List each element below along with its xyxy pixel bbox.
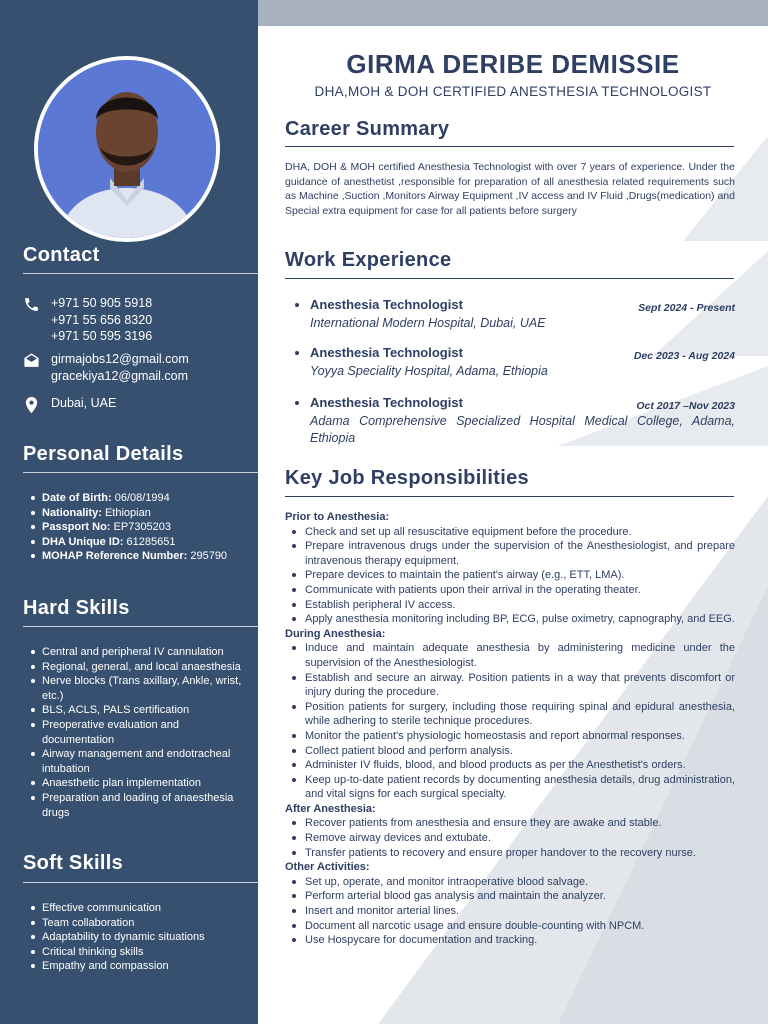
- email-address[interactable]: girmajobs12@gmail.com: [51, 352, 189, 366]
- responsibility-list: [285, 525, 735, 627]
- contact-divider: [23, 273, 258, 274]
- location-row: [23, 395, 116, 415]
- list-item: Adaptability to dynamic situations: [29, 930, 251, 945]
- list-item: Position patients for surgery, including those requiring spinal and epidural anesthesia, while adhering to sterile technique procedures.: [285, 700, 735, 729]
- envelope-icon: [23, 351, 51, 369]
- list-item: Empathy and compassion: [29, 959, 251, 974]
- career-summary-text: DHA, DOH & MOH certified Anesthesia Technologist with over 7 years of experience. Under the guidance of anesthetist ,responsible for preparation of all anesthesia related requirements such as Machine ,Suction ,Monitors Airway Equipment ,IV access and IV Fluid ,Drugs(medication) and Special extra equipment for case for all patients before surgery: [285, 161, 735, 217]
- list-item: Perform arterial blood gas analysis and maintain the analyzer.: [285, 889, 735, 904]
- list-item: Induce and maintain adequate anesthesia by administering medicine under the supervision of the Anesthesiologist.: [285, 641, 735, 670]
- responsibility-group-title: Prior to Anesthesia:: [285, 511, 390, 523]
- list-item: Apply anesthesia monitoring including BP, ECG, pulse oximetry, capnography, and EEG.: [285, 612, 735, 627]
- responsibility-group-title: During Anesthesia:: [285, 627, 386, 640]
- list-item: Remove airway devices and extubate.: [285, 831, 735, 846]
- list-item: Use Hospycare for documentation and tracking.: [285, 933, 735, 948]
- location-text: Dubai, UAE: [51, 396, 117, 410]
- list-item: Date of Birth: 06/08/1994: [29, 491, 251, 506]
- soft-skills-divider: [23, 882, 258, 883]
- list-item: Airway management and endotracheal intubation: [29, 747, 251, 776]
- list-item: MOHAP Reference Number: 295790: [29, 549, 251, 564]
- list-item: BLS, ACLS, PALS certification: [29, 703, 251, 718]
- list-item: Central and peripheral IV cannulation: [29, 645, 251, 660]
- hard-skills-list: [29, 645, 251, 820]
- soft-skills-heading: Soft Skills: [23, 852, 123, 874]
- email-row: [23, 351, 189, 384]
- soft-skills-list: [29, 901, 251, 974]
- job-dates: Oct 2017 –Nov 2023: [636, 400, 735, 412]
- list-item: Prepare intravenous drugs under the supervision of the Anesthesiologist, and prepare intravenous therapy equipment.: [285, 539, 735, 568]
- responsibility-group-title: After Anesthesia:: [285, 802, 376, 815]
- personal-details-heading: Personal Details: [23, 443, 184, 465]
- job-entry: [293, 395, 735, 446]
- career-summary-divider: [285, 146, 734, 147]
- job-title: Anesthesia Technologist: [293, 297, 735, 312]
- hard-skills-heading: Hard Skills: [23, 597, 130, 619]
- hard-skills-divider: [23, 626, 258, 627]
- career-summary-heading: Career Summary: [285, 118, 450, 140]
- phone-number[interactable]: +971 50 595 3196: [51, 329, 153, 343]
- profile-photo: [34, 56, 220, 242]
- phone-number[interactable]: +971 55 656 8320: [51, 312, 153, 327]
- list-item: Monitor the patient's physiologic homeostasis and report abnormal responses.: [285, 729, 735, 744]
- responsibility-group-title: Other Activities:: [285, 861, 370, 874]
- personal-details-list: [29, 491, 251, 564]
- list-item: Collect patient blood and perform analysis.: [285, 744, 735, 759]
- list-item: Keep up-to-date patient records by documenting anesthesia details, drug administration, and vital signs for each surgical specialty.: [285, 773, 735, 802]
- job-title: Anesthesia Technologist: [293, 395, 735, 410]
- responsibility-list: [285, 875, 735, 948]
- contact-heading: Contact: [23, 244, 100, 266]
- header-strip: [258, 0, 768, 26]
- list-item: Insert and monitor arterial lines.: [285, 904, 735, 919]
- list-item: Check and set up all resuscitative equipment before the procedure.: [285, 525, 735, 540]
- list-item: DHA Unique ID: 61285651: [29, 535, 251, 550]
- responsibilities-heading: Key Job Responsibilities: [285, 467, 529, 489]
- personal-details-divider: [23, 472, 258, 473]
- job-dates: Dec 2023 - Aug 2024: [633, 350, 735, 362]
- list-item: Set up, operate, and monitor intraoperative blood salvage.: [285, 875, 735, 890]
- list-item: Prepare devices to maintain the patient's airway (e.g., ETT, LMA).: [285, 568, 735, 583]
- list-item: Nerve blocks (Trans axillary, Ankle, wrist, etc.): [29, 674, 251, 703]
- list-item: Transfer patients to recovery and ensure proper handover to the recovery nurse.: [285, 846, 735, 861]
- phone-number[interactable]: +971 50 905 5918: [51, 296, 153, 310]
- map-pin-icon: [23, 395, 51, 415]
- list-item: Critical thinking skills: [29, 945, 251, 960]
- list-item: Communicate with patients upon their arrival in the operating theater.: [285, 583, 735, 598]
- responsibilities-section: [285, 510, 735, 948]
- sidebar: [0, 0, 258, 1024]
- job-employer: Adama Comprehensive Specialized Hospital Medical College, Adama, Ethiopia: [310, 414, 735, 445]
- work-experience-heading: Work Experience: [285, 249, 452, 271]
- list-item: Effective communication: [29, 901, 251, 916]
- phone-row: [23, 295, 152, 345]
- list-item: Preoperative evaluation and documentation: [29, 718, 251, 747]
- list-item: Team collaboration: [29, 916, 251, 931]
- responsibilities-divider: [285, 496, 734, 497]
- job-employer: Yoyya Speciality Hospital, Adama, Ethiopia: [310, 364, 548, 378]
- list-item: Passport No: EP7305203: [29, 520, 251, 535]
- candidate-name: GIRMA DERIBE DEMISSIE: [346, 49, 680, 79]
- list-item: Nationality: Ethiopian: [29, 506, 251, 521]
- phone-icon: [23, 295, 51, 313]
- job-employer: International Modern Hospital, Dubai, UAE: [310, 316, 546, 330]
- responsibility-list: [285, 641, 735, 802]
- responsibility-list: [285, 816, 735, 860]
- job-entry: [293, 297, 735, 332]
- list-item: Establish and secure an airway. Position patients in a way that prevents discomfort or injury during the procedure.: [285, 671, 735, 700]
- list-item: Regional, general, and local anaesthesia: [29, 660, 251, 675]
- work-experience-divider: [285, 278, 734, 279]
- list-item: Administer IV fluids, blood, and blood products as per the Anesthetist's orders.: [285, 758, 735, 773]
- list-item: Document all narcotic usage and ensure double-counting with NPCM.: [285, 919, 735, 934]
- candidate-title: DHA,MOH & DOH CERTIFIED ANESTHESIA TECHNOLOGIST: [314, 84, 712, 99]
- list-item: Establish peripheral IV access.: [285, 598, 735, 613]
- job-title: Anesthesia Technologist: [293, 345, 735, 360]
- email-address[interactable]: gracekiya12@gmail.com: [51, 368, 189, 383]
- list-item: Preparation and loading of anaesthesia drugs: [29, 791, 251, 820]
- job-dates: Sept 2024 - Present: [638, 302, 735, 314]
- list-item: Anaesthetic plan implementation: [29, 776, 251, 791]
- job-entry: [293, 345, 735, 380]
- list-item: Recover patients from anesthesia and ensure they are awake and stable.: [285, 816, 735, 831]
